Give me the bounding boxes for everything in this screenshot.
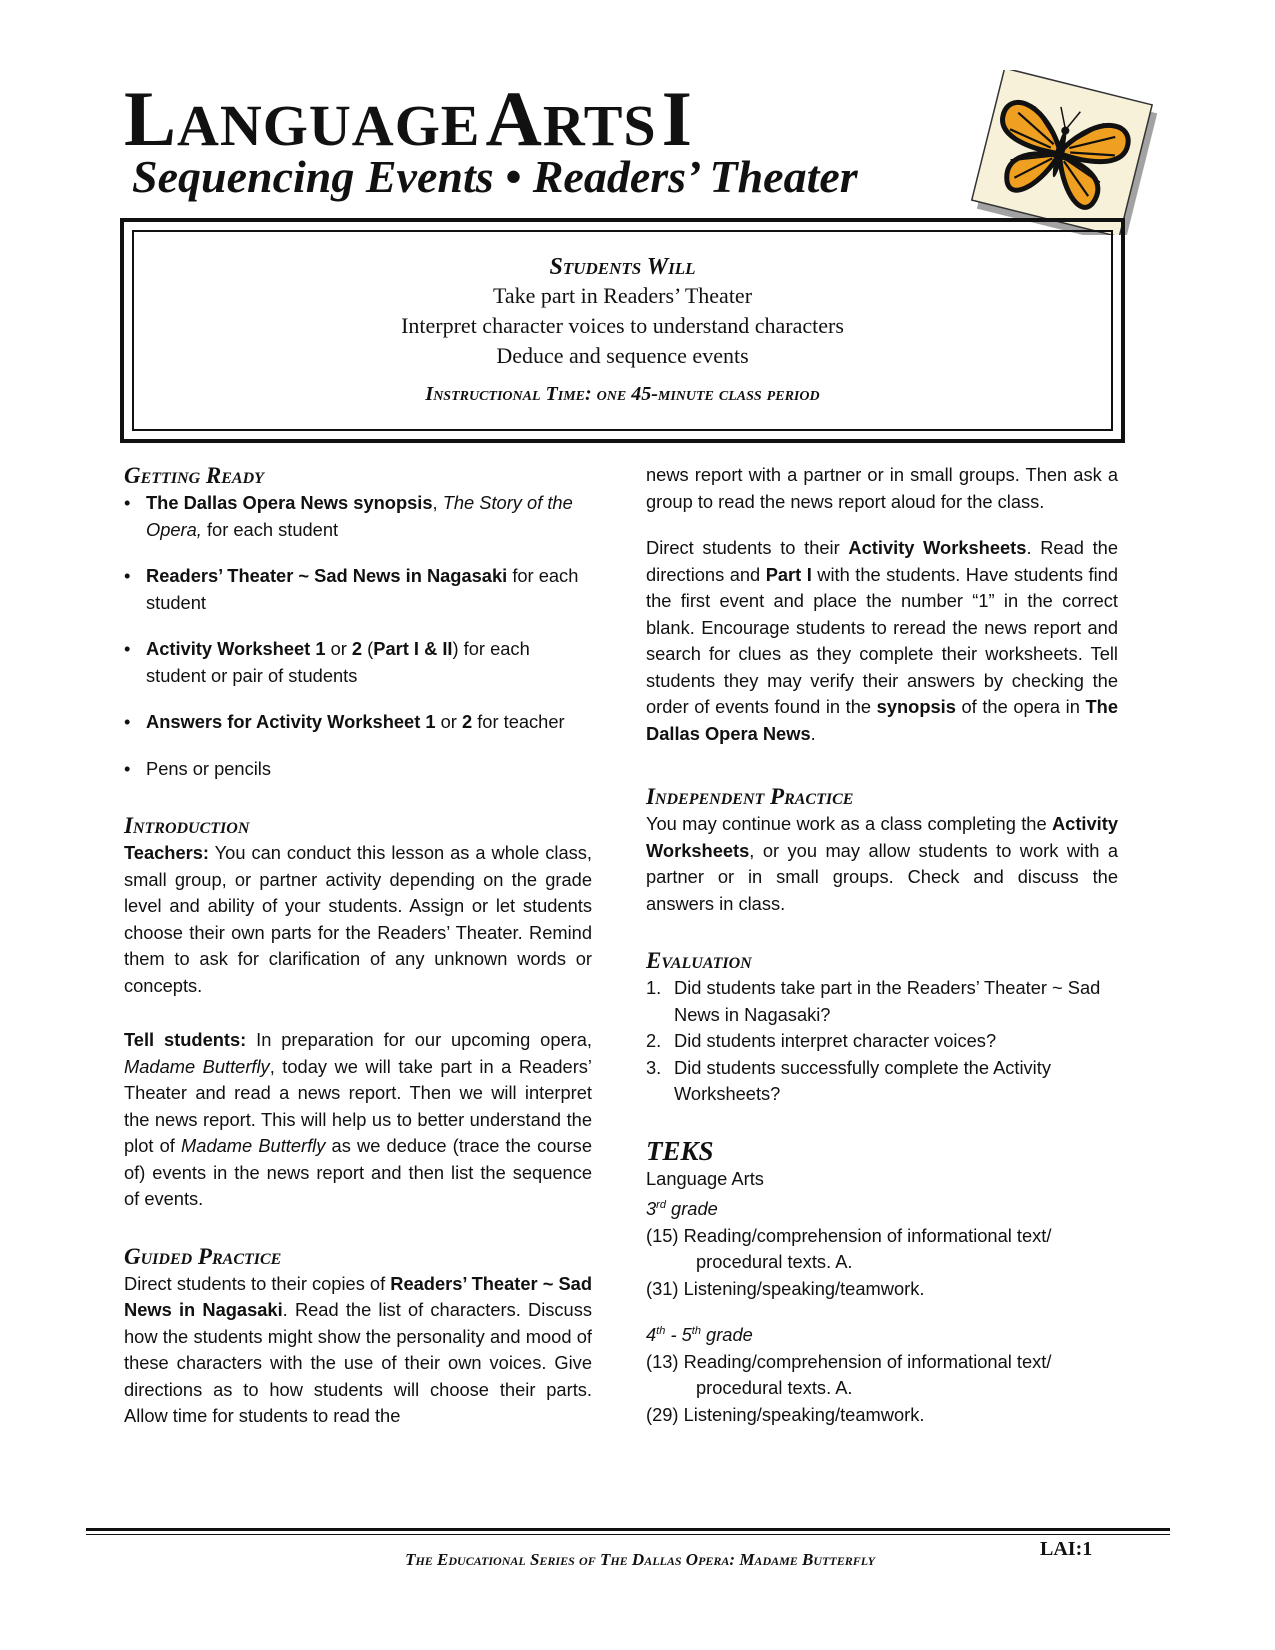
text: In preparation for our upcoming opera, — [246, 1029, 592, 1050]
text-bold: Activity Worksheets — [848, 537, 1027, 558]
independent-practice-heading: Independent Practice — [646, 784, 854, 809]
independent-practice-paragraph — [646, 811, 1118, 917]
guided-practice-heading: Guided Practice — [124, 1243, 282, 1269]
butterfly-image — [960, 70, 1160, 235]
text-bold: Activity Worksheet 1 — [146, 638, 326, 659]
text: , today we will take part in a Readers’ Theater and read a news report. Then we will interpret the news report. This will help us to better understand the plot of — [124, 1055, 592, 1156]
item-number: 1. — [646, 977, 662, 998]
text-bold: 2 — [461, 711, 473, 732]
right-column — [646, 462, 1118, 1428]
text-bold: Readers’ Theater ~ Sad News in Nagasaki — [124, 1272, 592, 1320]
page-number: LAI:1 — [1040, 1538, 1093, 1560]
text-italic: The Story of the Opera, — [146, 492, 573, 540]
text: 3 — [646, 1198, 657, 1220]
text-bold: Tell students: — [124, 1029, 247, 1050]
text-bold: Teachers: — [124, 842, 210, 863]
text: You can conduct this lesson as a whole class, small group, or partner activity depending on the grade level and ability of your students. Assign or let students choose their own parts for the Readers’ Theater. Remind them to ask for clarification of any unknown words or concepts. — [124, 842, 592, 996]
page-subtitle: Sequencing Events • Readers’ Theater — [132, 151, 858, 202]
text-bold: synopsis — [876, 696, 956, 717]
text: or — [435, 711, 462, 732]
text: with the students. Have students find the first event and place the number “1” in the correct blank. Encourage students to reread the news report and search for clues as they complete their worksheets. Tell students they may verify their answers by checking the order of events found in the — [646, 563, 1118, 717]
guided-practice-paragraph — [124, 1271, 592, 1430]
text: grade — [665, 1198, 718, 1220]
teks-grade-3 — [646, 1192, 1118, 1223]
text: for each student — [201, 518, 339, 540]
teks-heading: TEKS — [646, 1135, 714, 1166]
list-item: • Answers for Activity Worksheet 1 or 2 for teacher — [124, 711, 565, 732]
text: grade — [700, 1324, 753, 1346]
instructional-time — [134, 383, 1111, 406]
teks-subject: Language Arts — [646, 1167, 764, 1189]
students-will-box — [120, 218, 1125, 443]
title-part: I — [661, 75, 693, 162]
title-part: ANGUAGE — [177, 93, 481, 158]
teks-grade-4-5 — [646, 1318, 1118, 1349]
footer-divider — [86, 1528, 1170, 1531]
instructional-time-value: one 45-minute class period — [596, 383, 820, 405]
evaluation-item — [646, 1028, 1118, 1055]
teks-item: (31) Listening/speaking/teamwork. — [646, 1277, 925, 1299]
evaluation-item — [646, 975, 1118, 1028]
text: or — [325, 638, 352, 659]
text: , — [432, 492, 443, 513]
text-sup: th — [691, 1325, 701, 1338]
introduction-paragraph — [124, 840, 592, 999]
text-bold: Readers’ Theater ~ Sad News in Nagasaki — [146, 565, 508, 586]
text-sup: rd — [656, 1199, 666, 1211]
guided-practice-continued: news report with a partner or in small groups. Then ask a group to read the news report aloud for the class. — [646, 464, 1118, 512]
item-number: 3. — [646, 1056, 662, 1078]
introduction-paragraph — [124, 1027, 592, 1213]
text: . Read the directions and — [646, 537, 1119, 585]
footer-divider — [86, 1534, 1170, 1535]
text-bold: Activity Worksheets — [646, 813, 1118, 861]
text: of the opera in — [955, 696, 1086, 717]
text: , or you may allow students to work with a partner or in small groups. Check and discuss the answers in class. — [646, 839, 1118, 914]
students-will-heading: Students Will — [549, 254, 696, 280]
getting-ready-heading: Getting Ready — [124, 463, 264, 488]
text: 5 — [681, 1324, 692, 1346]
evaluation-item — [646, 1055, 1118, 1108]
title-part: L — [124, 75, 178, 162]
introduction-heading: Introduction — [124, 813, 250, 838]
title-part: RTS — [542, 93, 657, 158]
text: . Read the list of characters. Discuss how the students might show the personality and mood of these characters with the use of their own voices. Give directions as to how students will choose their parts. Allow time for students to read the — [124, 1299, 592, 1426]
text: . — [810, 722, 816, 744]
text: Pens or pencils — [146, 757, 271, 779]
text: for each student — [146, 565, 579, 613]
objective-item: Interpret character voices to understand characters — [401, 313, 844, 338]
text-bold: Part I & II — [373, 638, 453, 659]
objective-item: Take part in Readers’ Theater — [492, 283, 753, 308]
teks-item: (15) Reading/comprehension of informational text/ procedural texts. A. — [646, 1224, 1052, 1273]
text-sup: th — [656, 1325, 666, 1338]
item-text: Did students successfully complete the Activity Worksheets? — [674, 1056, 1051, 1104]
text: ) for each student or pair of students — [146, 638, 530, 686]
item-number: 2. — [646, 1030, 662, 1051]
teks-item: (29) Listening/speaking/teamwork. — [646, 1403, 925, 1425]
objective-item: Deduce and sequence events — [496, 343, 749, 368]
teks-item: (13) Reading/comprehension of informational text/ procedural texts. A. — [646, 1350, 1052, 1399]
text-bold: Part I — [765, 563, 812, 585]
text: as we deduce (trace the course of) events in the news report and then list the sequence of events. — [124, 1135, 592, 1209]
text-bold: The Dallas Opera News synopsis — [146, 492, 433, 513]
text-italic: Madame Butterfly — [124, 1055, 270, 1077]
text: ( — [362, 638, 374, 659]
guided-practice-paragraph — [646, 535, 1118, 747]
text: You may continue work as a class completing the — [646, 813, 1052, 834]
title-part: A — [485, 75, 543, 162]
instructional-time-label: Instructional Time: — [425, 383, 592, 405]
text-bold: 2 — [351, 638, 363, 659]
text-bold: Answers for Activity Worksheet 1 — [146, 711, 436, 732]
page-title — [124, 75, 693, 162]
text: for teacher — [472, 711, 565, 732]
text: Direct students to their copies of — [124, 1272, 391, 1294]
text: Direct students to their — [646, 537, 849, 558]
list-item: • Activity Worksheet 1 or 2 (Part I & II) for each student or pair of students — [124, 638, 530, 686]
left-column — [124, 462, 592, 1430]
item-text: Did students interpret character voices? — [674, 1030, 997, 1051]
text-italic: Madame Butterfly — [181, 1135, 326, 1156]
text-bold: The Dallas Opera News — [646, 696, 1118, 744]
footer-series-title: The Educational Series of The Dallas Opera: Madame Butterfly — [405, 1550, 875, 1569]
item-text: Did students take part in the Readers’ Theater ~ Sad News in Nagasaki? — [674, 977, 1101, 1025]
list-item: • The Dallas Opera News synopsis, The Story of the Opera, for each student — [124, 492, 573, 540]
text: 4 — [646, 1324, 657, 1346]
list-item: • Readers’ Theater ~ Sad News in Nagasaki for each student — [124, 565, 579, 613]
evaluation-heading: Evaluation — [646, 948, 752, 973]
list-item: • Pens or pencils — [124, 756, 592, 783]
text: - — [665, 1324, 682, 1346]
